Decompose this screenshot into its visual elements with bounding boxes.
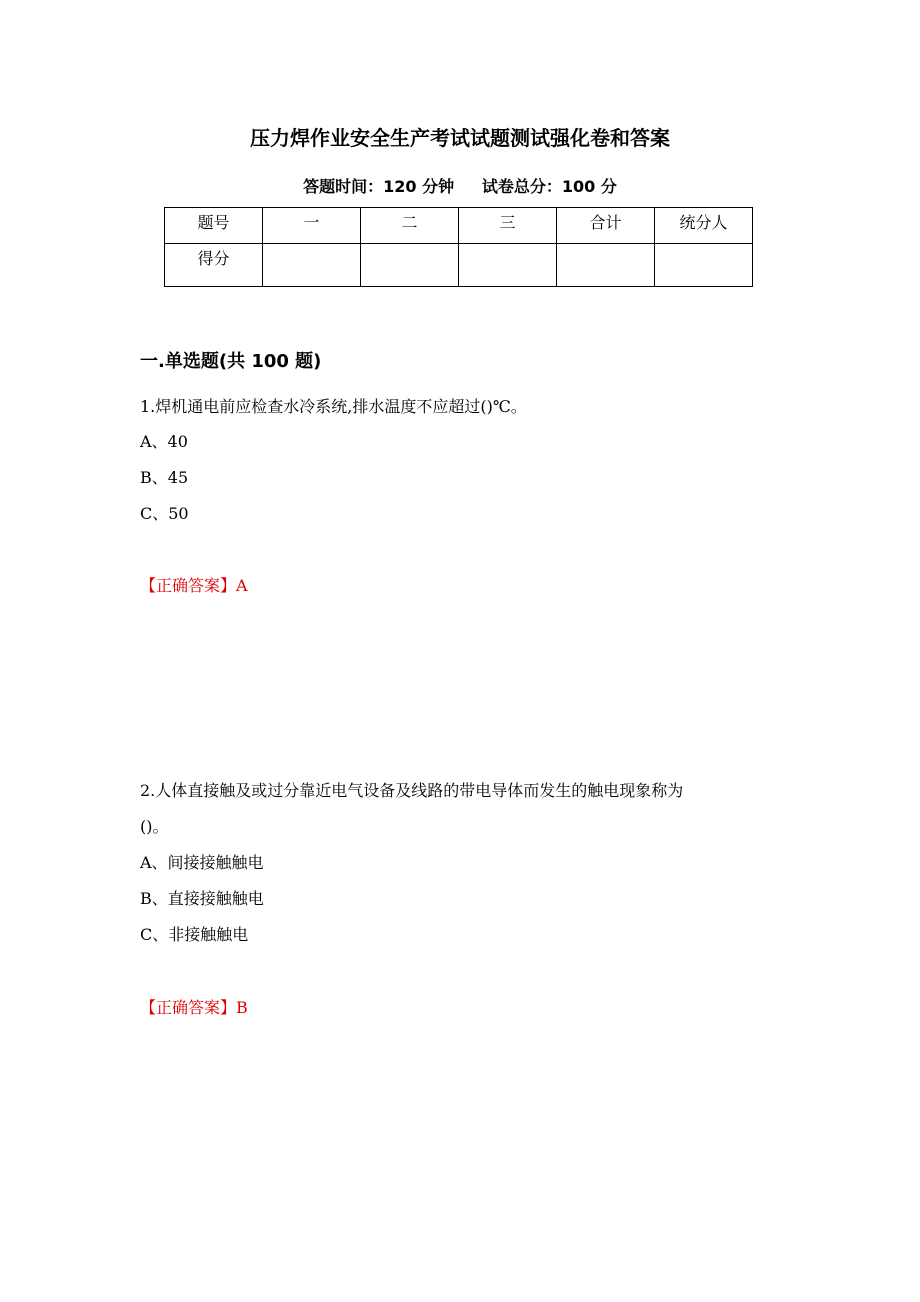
question-text: 1.焊机通电前应检查水冷系统,排水温度不应超过()℃。 [140,397,527,416]
option: A、40 [140,432,188,451]
header-cell: 二 [361,208,459,244]
question-text-cont: ()。 [140,817,169,836]
score-cell [361,244,459,287]
option: C、非接触触电 [140,925,249,944]
option: C、50 [140,504,189,523]
question-text: 2.人体直接触及或过分靠近电气设备及线路的带电导体而发生的触电现象称为 [140,781,684,800]
answer: 【正确答案】B [140,998,248,1017]
answer: 【正确答案】A [140,576,248,595]
option: A、间接接触触电 [140,853,264,872]
score-table [164,207,753,287]
header-cell: 题号 [165,208,263,244]
score-cell [655,244,753,287]
row-label: 得分 [165,244,263,287]
option: B、直接接触触电 [140,889,264,908]
header-cell: 合计 [557,208,655,244]
header-cell: 三 [459,208,557,244]
score-cell [263,244,361,287]
score-cell [459,244,557,287]
exam-info: 答题时间：120 分钟 试卷总分：100 分 [303,177,617,196]
document-title: 压力焊作业安全生产考试试题测试强化卷和答案 [250,126,670,150]
score-cell [557,244,655,287]
option: B、45 [140,468,189,487]
section-heading: 一.单选题(共 100 题) [140,351,322,372]
header-cell: 一 [263,208,361,244]
header-cell: 统分人 [655,208,753,244]
